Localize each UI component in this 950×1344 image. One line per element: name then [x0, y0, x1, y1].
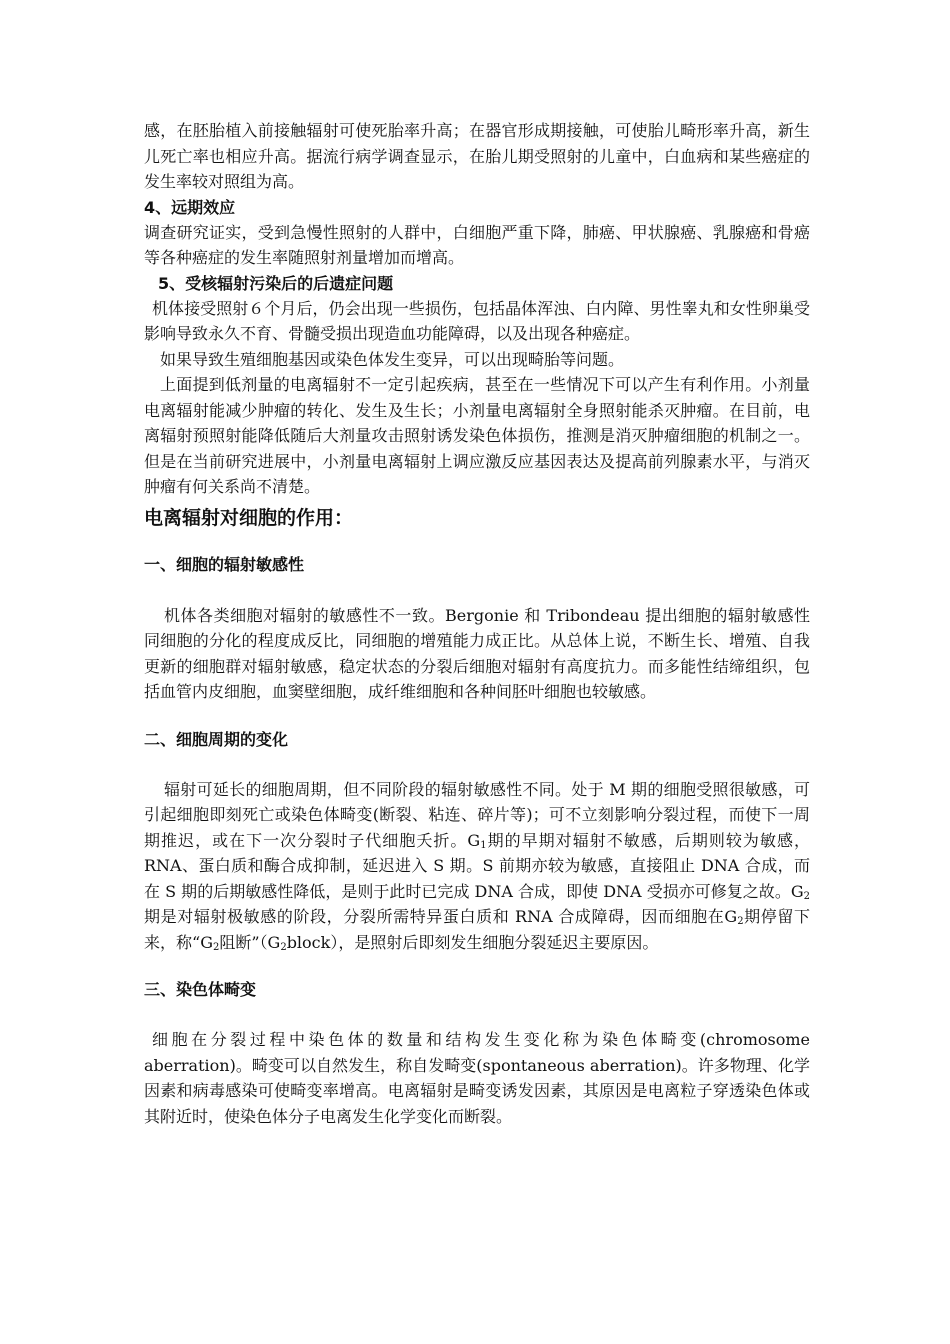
s2-text-6: block），是照射后即刻发生细胞分裂延迟主要原因。	[286, 932, 659, 952]
paragraph-long-term-effects: 调查研究证实，受到急慢性照射的人群中，白细胞严重下降，肺癌、甲状腺癌、乳腺癌和骨癌等各种癌症的发生率随照射剂量增加而增高。	[144, 222, 810, 267]
g1-subscript: 1	[480, 839, 487, 851]
section-3-body: 细胞在分裂过程中染色体的数量和结构发生变化称为染色体畸变(chromosome aberration)。畸变可以自然发生，称自发畸变(spontaneous aberration)。许多物理、化学因素和病毒感染可使畸变率增高。电离辐射是畸变诱发因素，其原因是电离粒子穿透染色体或其附近时，使染色体分子电离发生化学变化而断裂。	[144, 1030, 810, 1126]
heading-long-term-effects: 4、远期效应	[144, 197, 236, 217]
section-main-title: 电离辐射对细胞的作用：	[144, 506, 354, 529]
g2-subscript-4: 2	[280, 941, 287, 953]
s2-text-4: 期停留下来，称“	[144, 907, 810, 952]
g2-subscript-1: 2	[803, 890, 810, 902]
g2-subscript-3: 2	[212, 941, 220, 953]
g2-letter-4: G	[267, 932, 281, 952]
section-3-title: 三、染色体畸变	[144, 980, 257, 999]
g2-letter-1: G	[790, 881, 804, 901]
g2-subscript-2: 2	[737, 916, 744, 927]
g1-letter: G	[467, 830, 481, 850]
g2-letter-2: G	[724, 907, 738, 926]
top-paragraph: 感，在胚胎植入前接触辐射可使死胎率升高；在器官形成期接触，可使胎儿畸形率升高，新生儿死亡率也相应升高。据流行病学调查显示，在胎儿期受照射的儿童中，白血病和某些癌症的发生率较对照组为高。	[144, 121, 810, 191]
document-page	[144, 118, 810, 1129]
paragraph-sequelae-2: 如果导致生殖细胞基因或染色体发生变异，可以出现畸胎等问题。	[160, 349, 625, 369]
section-2-body	[144, 777, 810, 956]
g2-letter-3: G	[200, 932, 213, 952]
s2-text-1: 辐射可延长的细胞周期，但不同阶段的辐射敏感性不同。处于 M 期的细胞受照很敏感，可引起细胞即刻死亡或染色体畸变(断裂、粘连、碎片等)；可不立刻影响分裂过程，而使下一周期推迟，或在下一次分裂时子代细胞夭折。	[144, 779, 810, 850]
s2-text-5: 阻断”（	[219, 932, 268, 952]
paragraph-sequelae-3: 上面提到低剂量的电离辐射不一定引起疾病，甚至在一些情况下可以产生有利作用。小剂量电离辐射能减少肿瘤的转化、发生及生长；小剂量电离辐射全身照射能杀灭肿瘤。在目前，电离辐射预照射能降低随后大剂量攻击照射诱发染色体损伤，推测是消灭肿瘤细胞的机制之一。但是在当前研究进展中，小剂量电离辐射上调应激反应基因表达及提高前列腺素水平，与消灭肿瘤有何关系尚不清楚。	[144, 375, 810, 496]
s2-text-2: 期的早期对辐射不敏感，后期则较为敏感，RNA、蛋白质和酶合成抑制，延迟进入 S 期。S 前期亦较为敏感，直接阻止 DNA 合成，而在 S 期的后期敏感性降低，是则于此时已完成 DNA 合成，即使 DNA 受损亦可修复之故。	[144, 830, 810, 901]
heading-sequelae: 5、受核辐射污染后的后遗症问题	[158, 273, 394, 293]
s2-text-3: 期是对辐射极敏感的阶段，分裂所需特异蛋白质和 RNA 合成障碍，因而细胞在	[144, 907, 725, 926]
section-2-title: 二、细胞周期的变化	[144, 729, 289, 749]
paragraph-sequelae-1: 机体接受照射６个月后，仍会出现一些损伤，包括晶体浑浊、白内障、男性睾丸和女性卵巢受影响导致永久不育、骨髓受损出现造血功能障碍，以及出现各种癌症。	[144, 298, 810, 343]
section-1-body: 机体各类细胞对辐射的敏感性不一致。Bergonie 和 Tribondeau 提出细胞的辐射敏感性同细胞的分化的程度成反比，同细胞的增殖能力成正比。从总体上说，不断生长、增殖、自我更新的细胞群对辐射敏感，稳定状态的分裂后细胞对辐射有高度抗力。而多能性结缔组织，包括血管内皮细胞，血窦壁细胞，成纤维细胞和各种间胚叶细胞也较敏感。	[144, 605, 810, 701]
section-1-title: 一、细胞的辐射敏感性	[144, 554, 305, 574]
